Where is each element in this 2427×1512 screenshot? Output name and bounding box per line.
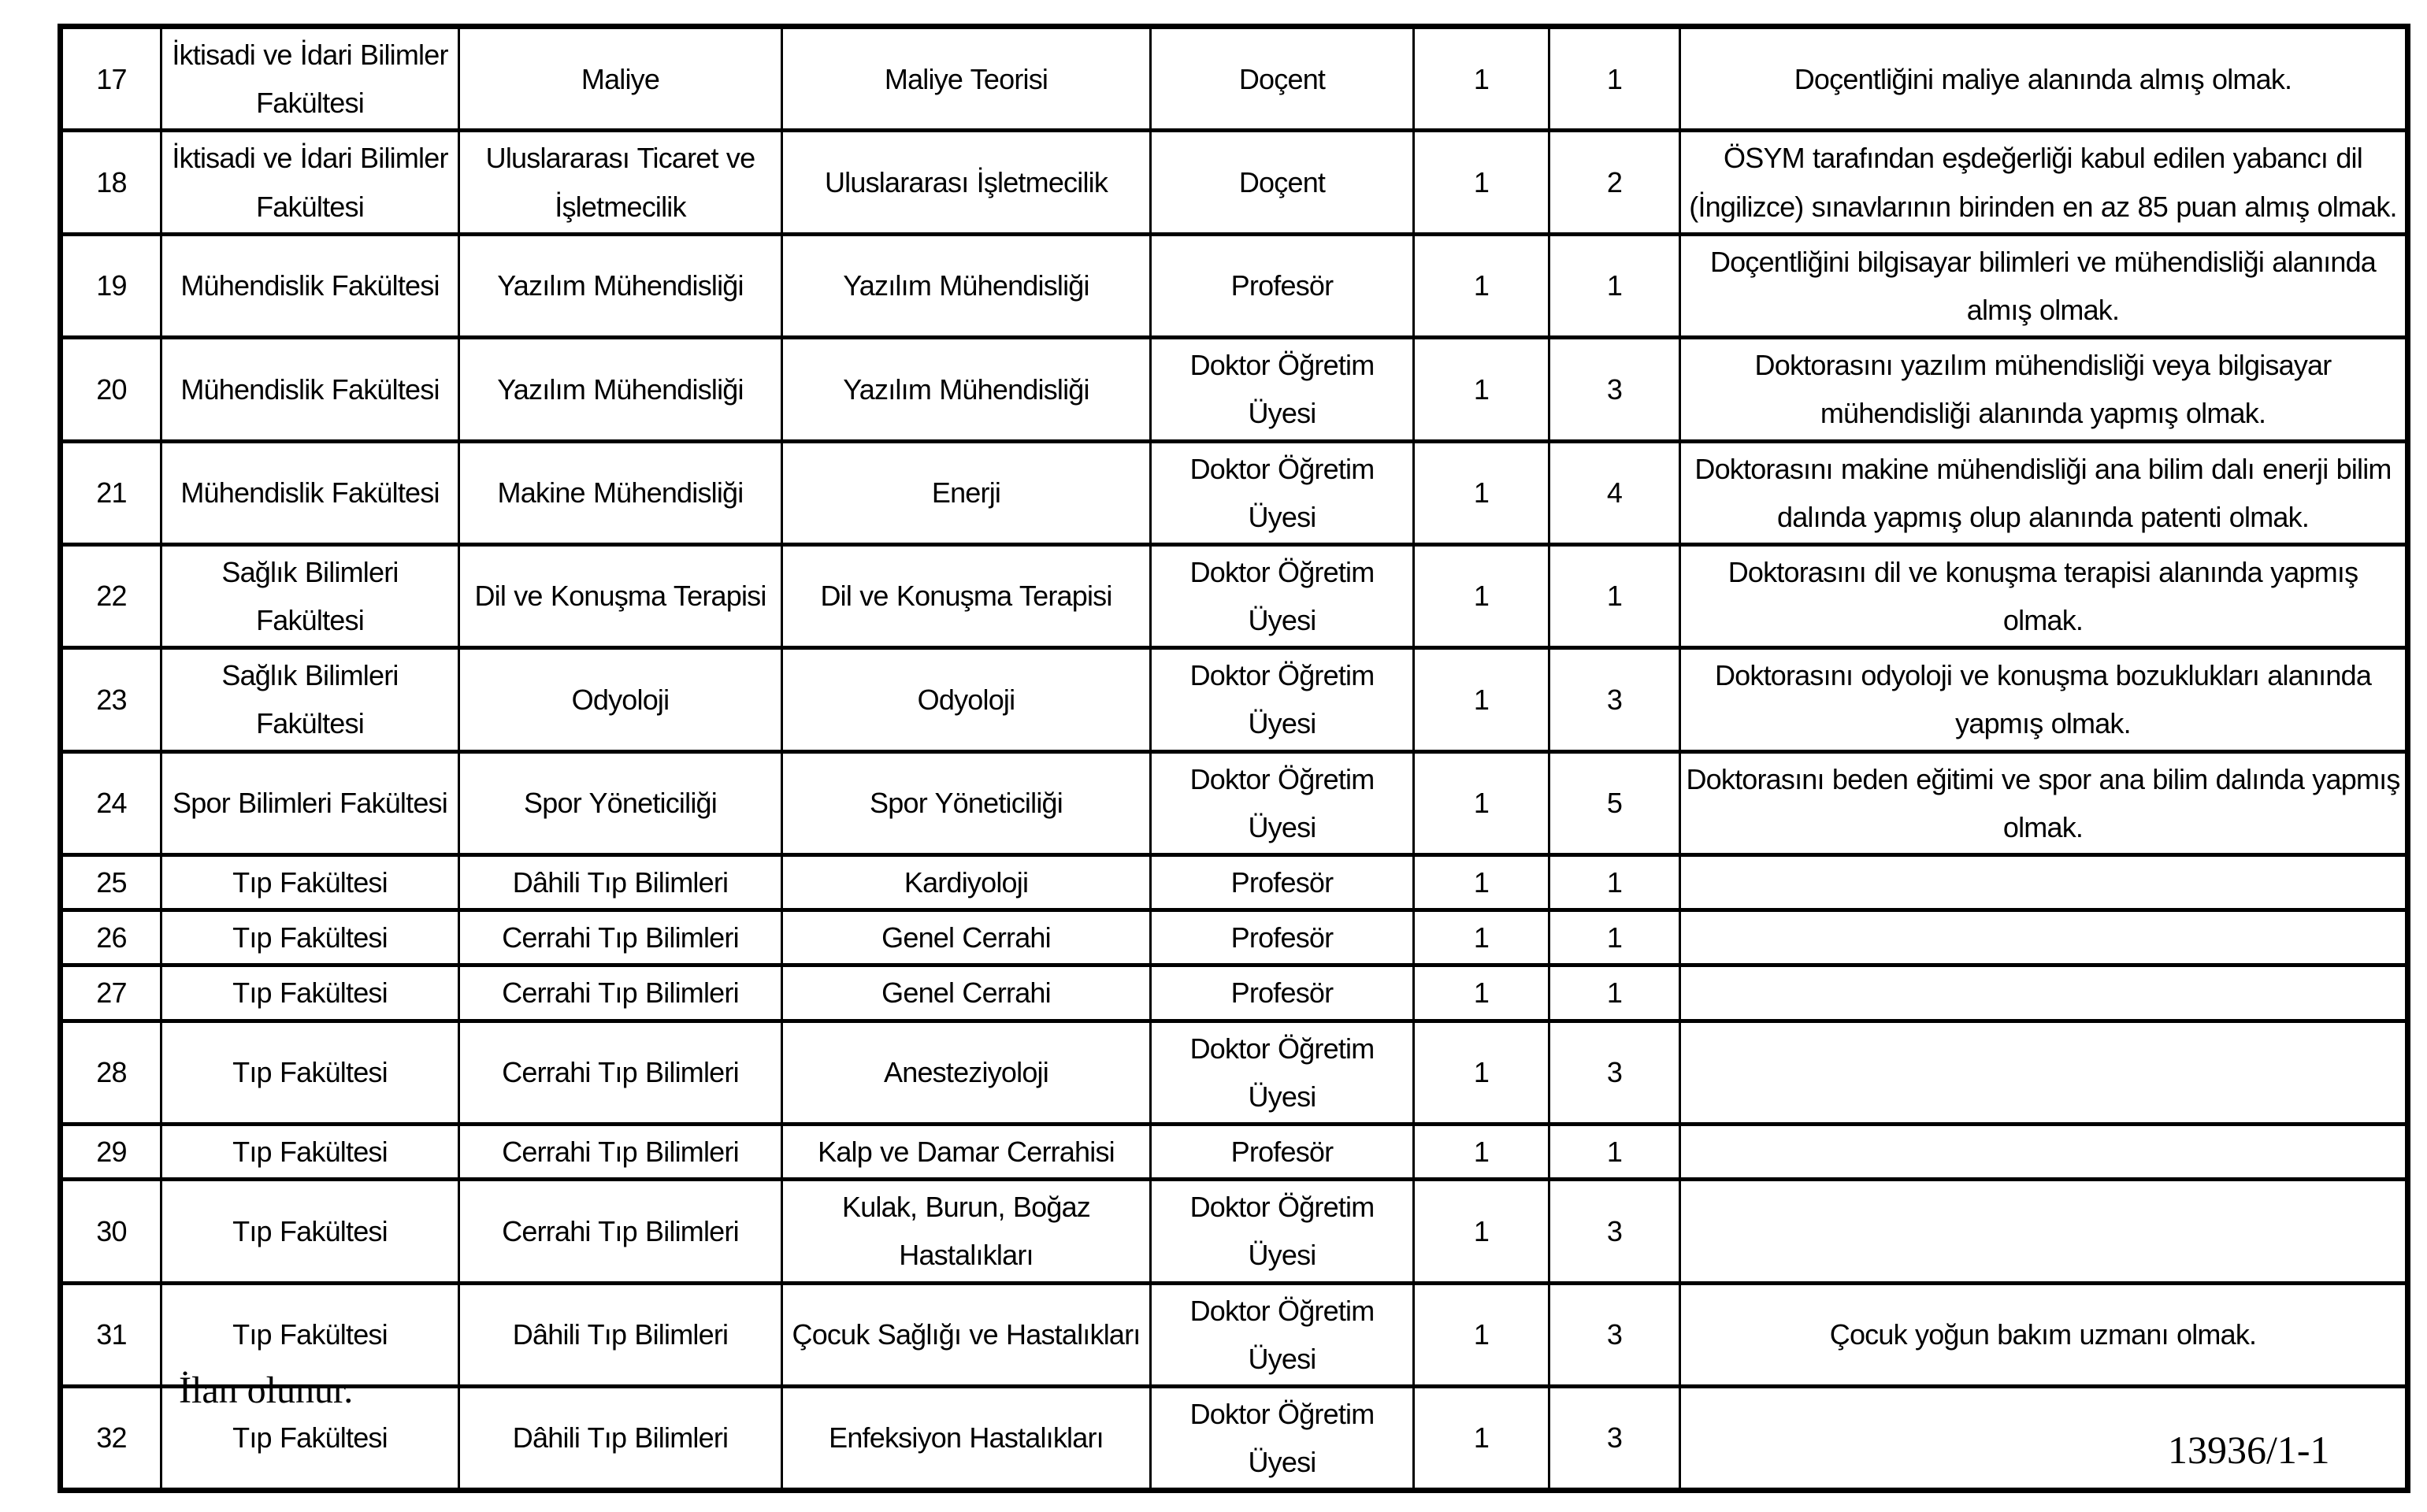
table-row: [61, 751, 2408, 854]
row-number-cell: 32: [61, 1386, 161, 1490]
requirement-cell: Doktorasını makine mühendisliği ana bilim dalı enerji bilim dalında yapmış olup alanında patenti olmak.: [1680, 441, 2408, 544]
faculty-cell: İktisadi ve İdari Bilimler Fakültesi: [161, 27, 459, 131]
academic-positions-table: [58, 24, 2410, 1493]
field-cell: Spor Yöneticiliği: [782, 751, 1151, 854]
grade-cell: 1: [1414, 131, 1549, 234]
grade-cell: 1: [1414, 234, 1549, 337]
table-row: [61, 965, 2408, 1021]
title-cell: Doktor Öğretim Üyesi: [1151, 1386, 1414, 1490]
field-cell: Yazılım Mühendisliği: [782, 338, 1151, 441]
count-cell: 3: [1549, 1386, 1680, 1490]
faculty-cell: Spor Bilimleri Fakültesi: [161, 751, 459, 854]
grade-cell: 1: [1414, 27, 1549, 131]
faculty-cell: Tıp Fakültesi: [161, 965, 459, 1021]
faculty-cell: Tıp Fakültesi: [161, 1021, 459, 1124]
department-cell: Uluslararası Ticaret ve İşletmecilik: [459, 131, 782, 234]
requirement-cell: ÖSYM tarafından eşdeğerliği kabul edilen yabancı dil (İngilizce) sınavlarının birinden en az 85 puan almış olmak.: [1680, 131, 2408, 234]
count-cell: 1: [1549, 855, 1680, 910]
department-cell: Cerrahi Tıp Bilimleri: [459, 1180, 782, 1283]
count-cell: 4: [1549, 441, 1680, 544]
department-cell: Odyoloji: [459, 648, 782, 751]
department-cell: Yazılım Mühendisliği: [459, 234, 782, 337]
grade-cell: 1: [1414, 1180, 1549, 1283]
row-number-cell: 30: [61, 1180, 161, 1283]
faculty-cell: İktisadi ve İdari Bilimler Fakültesi: [161, 131, 459, 234]
title-cell: Doktor Öğretim Üyesi: [1151, 338, 1414, 441]
row-number-cell: 28: [61, 1021, 161, 1124]
grade-cell: 1: [1414, 855, 1549, 910]
count-cell: 3: [1549, 1283, 1680, 1386]
field-cell: Kulak, Burun, Boğaz Hastalıkları: [782, 1180, 1151, 1283]
table-row: [61, 855, 2408, 910]
count-cell: 5: [1549, 751, 1680, 854]
department-cell: Makine Mühendisliği: [459, 441, 782, 544]
grade-cell: 1: [1414, 1021, 1549, 1124]
field-cell: Genel Cerrahi: [782, 910, 1151, 965]
grade-cell: 1: [1414, 965, 1549, 1021]
count-cell: 1: [1549, 544, 1680, 647]
department-cell: Spor Yöneticiliği: [459, 751, 782, 854]
table-row: [61, 1021, 2408, 1124]
row-number-cell: 24: [61, 751, 161, 854]
requirement-cell: [1680, 910, 2408, 965]
department-cell: Maliye: [459, 27, 782, 131]
requirement-cell: Doktorasını beden eğitimi ve spor ana bilim dalında yapmış olmak.: [1680, 751, 2408, 854]
grade-cell: 1: [1414, 648, 1549, 751]
field-cell: Enerji: [782, 441, 1151, 544]
requirement-cell: Doçentliğini bilgisayar bilimleri ve mühendisliği alanında almış olmak.: [1680, 234, 2408, 337]
table-row: [61, 131, 2408, 234]
row-number-cell: 25: [61, 855, 161, 910]
title-cell: Doktor Öğretim Üyesi: [1151, 441, 1414, 544]
row-number-cell: 19: [61, 234, 161, 337]
requirement-cell: [1680, 1124, 2408, 1179]
requirement-cell: Doçentliğini maliye alanında almış olmak.: [1680, 27, 2408, 131]
row-number-cell: 31: [61, 1283, 161, 1386]
title-cell: Doktor Öğretim Üyesi: [1151, 1180, 1414, 1283]
field-cell: Kardiyoloji: [782, 855, 1151, 910]
field-cell: Kalp ve Damar Cerrahisi: [782, 1124, 1151, 1179]
faculty-cell: Tıp Fakültesi: [161, 910, 459, 965]
count-cell: 3: [1549, 648, 1680, 751]
title-cell: Profesör: [1151, 965, 1414, 1021]
count-cell: 3: [1549, 338, 1680, 441]
grade-cell: 1: [1414, 544, 1549, 647]
row-number-cell: 26: [61, 910, 161, 965]
faculty-cell: Tıp Fakültesi: [161, 855, 459, 910]
requirement-cell: Doktorasını odyoloji ve konuşma bozuklukları alanında yapmış olmak.: [1680, 648, 2408, 751]
faculty-cell: Mühendislik Fakültesi: [161, 441, 459, 544]
table-row: [61, 1180, 2408, 1283]
field-cell: Anesteziyoloji: [782, 1021, 1151, 1124]
reference-number: 13936/1-1: [2168, 1428, 2330, 1472]
row-number-cell: 22: [61, 544, 161, 647]
requirement-cell: [1680, 855, 2408, 910]
faculty-cell: Tıp Fakültesi: [161, 1283, 459, 1386]
row-number-cell: 21: [61, 441, 161, 544]
department-cell: Dâhili Tıp Bilimleri: [459, 1283, 782, 1386]
table-row: [61, 910, 2408, 965]
grade-cell: 1: [1414, 751, 1549, 854]
faculty-cell: Tıp Fakültesi: [161, 1386, 459, 1490]
requirement-cell: [1680, 965, 2408, 1021]
requirement-cell: [1680, 1021, 2408, 1124]
field-cell: Odyoloji: [782, 648, 1151, 751]
table-row: [61, 234, 2408, 337]
count-cell: 1: [1549, 1124, 1680, 1179]
field-cell: Yazılım Mühendisliği: [782, 234, 1151, 337]
table-row: [61, 338, 2408, 441]
field-cell: Uluslararası İşletmecilik: [782, 131, 1151, 234]
department-cell: Cerrahi Tıp Bilimleri: [459, 965, 782, 1021]
requirement-cell: Doktorasını dil ve konuşma terapisi alanında yapmış olmak.: [1680, 544, 2408, 647]
row-number-cell: 18: [61, 131, 161, 234]
footer-note: İlan olunur.: [179, 1369, 354, 1411]
faculty-cell: Sağlık Bilimleri Fakültesi: [161, 648, 459, 751]
row-number-cell: 29: [61, 1124, 161, 1179]
faculty-cell: Sağlık Bilimleri Fakültesi: [161, 544, 459, 647]
grade-cell: 1: [1414, 441, 1549, 544]
faculty-cell: Mühendislik Fakültesi: [161, 234, 459, 337]
grade-cell: 1: [1414, 1283, 1549, 1386]
field-cell: Genel Cerrahi: [782, 965, 1151, 1021]
title-cell: Doçent: [1151, 27, 1414, 131]
department-cell: Dâhili Tıp Bilimleri: [459, 855, 782, 910]
table-row: [61, 441, 2408, 544]
department-cell: Yazılım Mühendisliği: [459, 338, 782, 441]
row-number-cell: 17: [61, 27, 161, 131]
requirement-cell: Doktorasını yazılım mühendisliği veya bilgisayar mühendisliği alanında yapmış olmak.: [1680, 338, 2408, 441]
count-cell: 1: [1549, 965, 1680, 1021]
row-number-cell: 23: [61, 648, 161, 751]
table-row: [61, 1124, 2408, 1179]
count-cell: 3: [1549, 1021, 1680, 1124]
title-cell: Doktor Öğretim Üyesi: [1151, 544, 1414, 647]
table-row: [61, 648, 2408, 751]
title-cell: Profesör: [1151, 855, 1414, 910]
title-cell: Doktor Öğretim Üyesi: [1151, 1021, 1414, 1124]
department-cell: Dâhili Tıp Bilimleri: [459, 1386, 782, 1490]
row-number-cell: 20: [61, 338, 161, 441]
count-cell: 1: [1549, 234, 1680, 337]
faculty-cell: Mühendislik Fakültesi: [161, 338, 459, 441]
title-cell: Doktor Öğretim Üyesi: [1151, 648, 1414, 751]
table-row: [61, 544, 2408, 647]
row-number-cell: 27: [61, 965, 161, 1021]
count-cell: 1: [1549, 27, 1680, 131]
grade-cell: 1: [1414, 338, 1549, 441]
title-cell: Doktor Öğretim Üyesi: [1151, 1283, 1414, 1386]
table-row: [61, 1386, 2408, 1490]
faculty-cell: Tıp Fakültesi: [161, 1124, 459, 1179]
department-cell: Cerrahi Tıp Bilimleri: [459, 910, 782, 965]
department-cell: Cerrahi Tıp Bilimleri: [459, 1124, 782, 1179]
grade-cell: 1: [1414, 1124, 1549, 1179]
count-cell: 2: [1549, 131, 1680, 234]
requirement-cell: [1680, 1180, 2408, 1283]
title-cell: Profesör: [1151, 910, 1414, 965]
title-cell: Profesör: [1151, 234, 1414, 337]
grade-cell: 1: [1414, 1386, 1549, 1490]
title-cell: Profesör: [1151, 1124, 1414, 1179]
title-cell: Doçent: [1151, 131, 1414, 234]
table-row: [61, 27, 2408, 131]
department-cell: Dil ve Konuşma Terapisi: [459, 544, 782, 647]
field-cell: Çocuk Sağlığı ve Hastalıkları: [782, 1283, 1151, 1386]
field-cell: Maliye Teorisi: [782, 27, 1151, 131]
count-cell: 3: [1549, 1180, 1680, 1283]
count-cell: 1: [1549, 910, 1680, 965]
title-cell: Doktor Öğretim Üyesi: [1151, 751, 1414, 854]
department-cell: Cerrahi Tıp Bilimleri: [459, 1021, 782, 1124]
requirement-cell: Çocuk yoğun bakım uzmanı olmak.: [1680, 1283, 2408, 1386]
table-row: [61, 1283, 2408, 1386]
grade-cell: 1: [1414, 910, 1549, 965]
faculty-cell: Tıp Fakültesi: [161, 1180, 459, 1283]
field-cell: Dil ve Konuşma Terapisi: [782, 544, 1151, 647]
field-cell: Enfeksiyon Hastalıkları: [782, 1386, 1151, 1490]
